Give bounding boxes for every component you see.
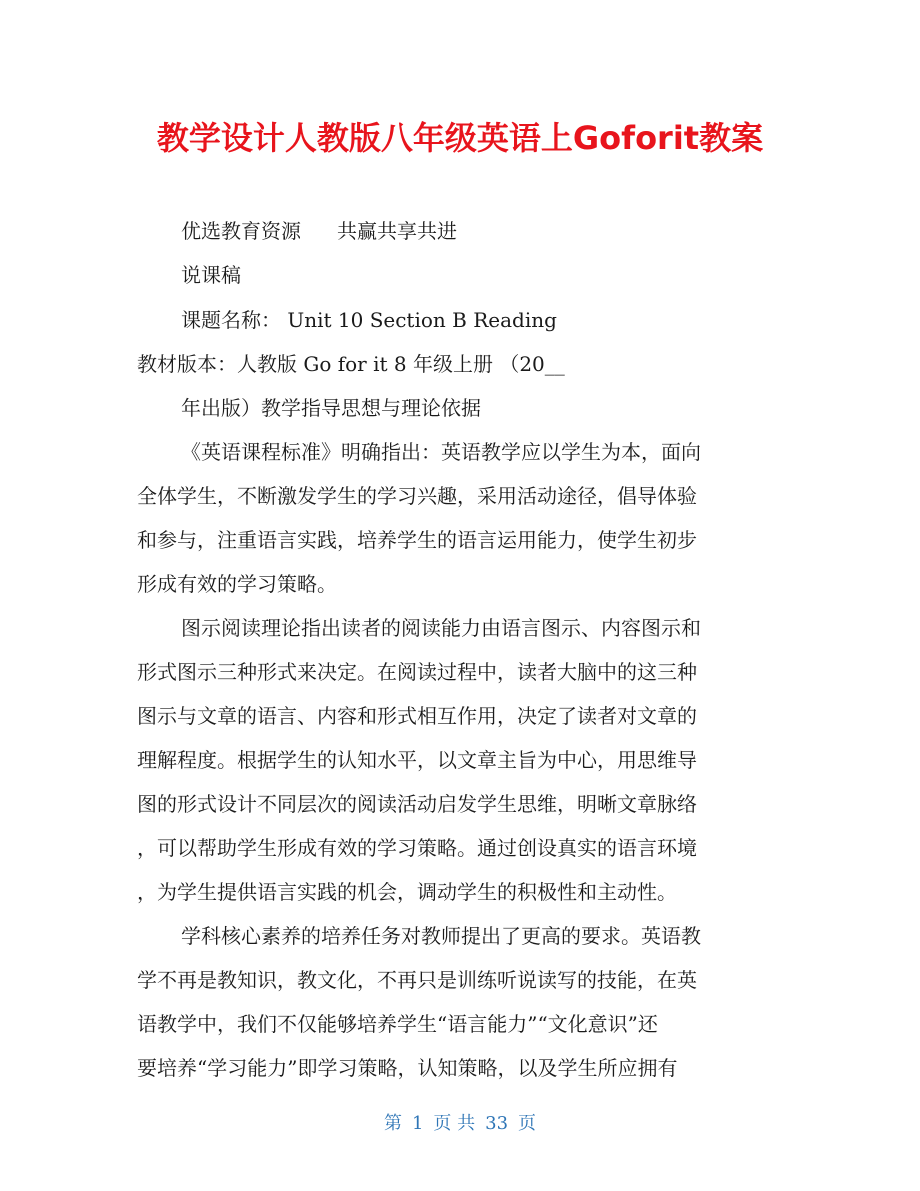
header-left: 优选教育资源	[181, 219, 301, 243]
paragraph-2-line: 形式图示三种形式来决定。在阅读过程中，读者大脑中的这三种	[137, 660, 697, 684]
doc-type: 说课稿	[181, 263, 241, 287]
paragraph-3-line: 学不再是教知识，教文化，不再只是训练听说读写的技能，在英	[137, 968, 697, 992]
footer-suffix: 页	[518, 1113, 537, 1134]
paragraph-2-line: 图的形式设计不同层次的阅读活动启发学生思维，明晰文章脉络	[137, 792, 697, 816]
footer-middle: 页 共	[433, 1113, 476, 1134]
paragraph-1-line: 《英语课程标准》明确指出：英语教学应以学生为本，面向	[181, 440, 701, 464]
document-title: 教学设计人教版八年级英语上Goforit教案	[156, 119, 764, 157]
textbook-line-1: 教材版本：人教版 Go for it 8 年级上册 （20__	[137, 352, 565, 376]
current-page-number: 1	[411, 1113, 424, 1134]
lesson-name: 课题名称： Unit 10 Section B Reading	[181, 308, 557, 332]
header-line	[181, 216, 821, 246]
paragraph-2-line: ，为学生提供语言实践的机会，调动学生的积极性和主动性。	[137, 880, 677, 904]
paragraph-3-line: 语教学中，我们不仅能够培养学生“语言能力”“文化意识”还	[137, 1012, 658, 1036]
textbook-line-2: 年出版）教学指导思想与理论依据	[181, 396, 481, 420]
total-page-count: 33	[485, 1113, 509, 1134]
paragraph-1-line: 形成有效的学习策略。	[137, 572, 337, 596]
paragraph-2-line: ，可以帮助学生形成有效的学习策略。通过创设真实的语言环境	[137, 836, 697, 860]
paragraph-2-line: 理解程度。根据学生的认知水平，以文章主旨为中心，用思维导	[137, 748, 697, 772]
paragraph-1-line: 和参与，注重语言实践，培养学生的语言运用能力，使学生初步	[137, 528, 697, 552]
header-right: 共赢共享共进	[337, 219, 457, 243]
page-number-footer	[0, 1110, 920, 1138]
paragraph-3-line: 要培养“学习能力”即学习策略，认知策略，以及学生所应拥有	[137, 1056, 678, 1080]
paragraph-3-line: 学科核心素养的培养任务对教师提出了更高的要求。英语教	[181, 924, 701, 948]
paragraph-1-line: 全体学生，不断激发学生的学习兴趣，采用活动途径，倡导体验	[137, 484, 697, 508]
paragraph-2-line: 图示与文章的语言、内容和形式相互作用，决定了读者对文章的	[137, 704, 697, 728]
paragraph-2-line: 图示阅读理论指出读者的阅读能力由语言图示、内容图示和	[181, 616, 701, 640]
footer-prefix: 第	[383, 1113, 402, 1134]
